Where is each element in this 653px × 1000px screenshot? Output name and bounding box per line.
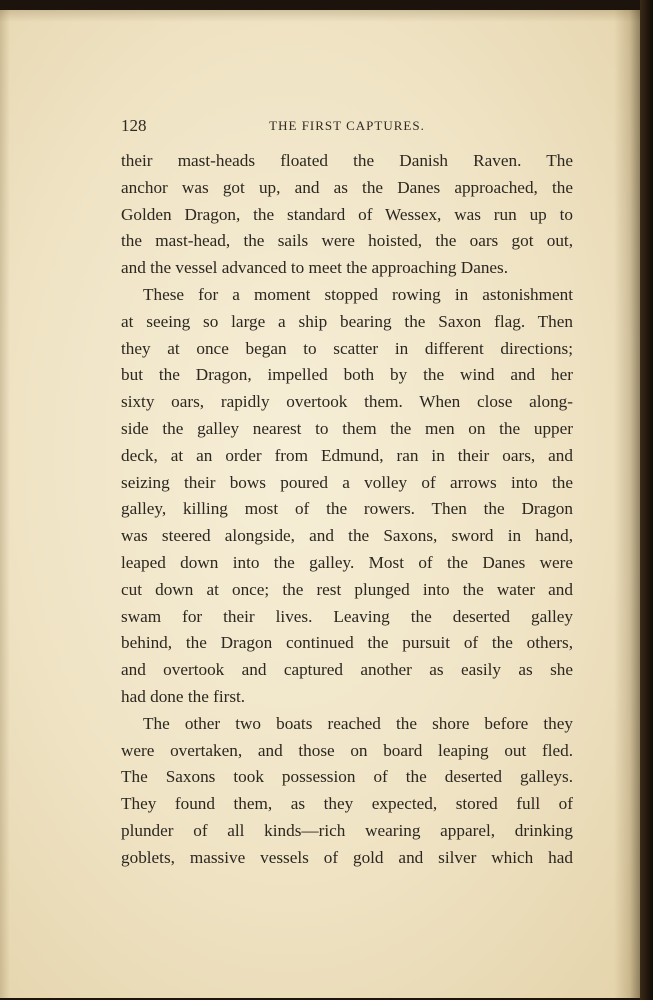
text-line: had done the first.	[121, 686, 246, 706]
text-line: galley, killing most of the rowers. Then the Dragon	[121, 499, 573, 519]
text-line: the mast-head, the sails were hoisted, the oars got out,	[121, 231, 573, 251]
page-header	[121, 116, 573, 136]
text-line: at seeing so large a ship bearing the Saxon flag. Then	[121, 311, 573, 331]
page-top-shadow	[0, 10, 640, 22]
body-text	[121, 148, 573, 872]
text-line: they at once began to scatter in different directions;	[121, 338, 573, 358]
text-line: were overtaken, and those on board leaping out fled.	[121, 740, 573, 760]
text-line: cut down at once; the rest plunged into the water and	[121, 579, 573, 599]
text-line: The other two boats reached the shore before they	[143, 713, 573, 733]
text-line: side the galley nearest to them the men on the upper	[121, 418, 573, 438]
text-line: behind, the Dragon continued the pursuit of the others,	[121, 633, 573, 653]
page-number: 128	[121, 116, 147, 135]
text-line: and the vessel advanced to meet the approaching Danes.	[121, 258, 509, 278]
text-line: Golden Dragon, the standard of Wessex, was run up to	[121, 204, 573, 224]
book-page	[0, 10, 640, 998]
text-line: These for a moment stopped rowing in astonishment	[143, 284, 573, 304]
text-line: was steered alongside, and the Saxons, sword in hand,	[121, 526, 573, 546]
text-line: goblets, massive vessels of gold and silver which had	[121, 847, 573, 867]
text-line: leaped down into the galley. Most of the Danes were	[121, 552, 573, 572]
running-head: THE FIRST CAPTURES.	[269, 118, 425, 133]
text-line: They found them, as they expected, stored full of	[121, 794, 573, 814]
book-edge	[640, 0, 653, 1000]
text-line: swam for their lives. Leaving the deserted galley	[121, 606, 573, 626]
text-line: anchor was got up, and as the Danes approached, the	[121, 177, 573, 197]
text-line: The Saxons took possession of the deserted galleys.	[121, 767, 573, 787]
page-gutter-shadow	[0, 10, 10, 998]
text-line: and overtook and captured another as easily as she	[121, 660, 573, 680]
text-line: sixty oars, rapidly overtook them. When close along-	[121, 392, 573, 412]
text-line: deck, at an order from Edmund, ran in their oars, and	[121, 445, 573, 465]
page-edge-shadow	[614, 10, 640, 998]
text-line: but the Dragon, impelled both by the wind and her	[121, 365, 573, 385]
text-line: their mast-heads floated the Danish Raven. The	[121, 151, 573, 170]
text-line: plunder of all kinds—rich wearing apparel, drinking	[121, 820, 573, 840]
text-line: seizing their bows poured a volley of arrows into the	[121, 472, 573, 492]
